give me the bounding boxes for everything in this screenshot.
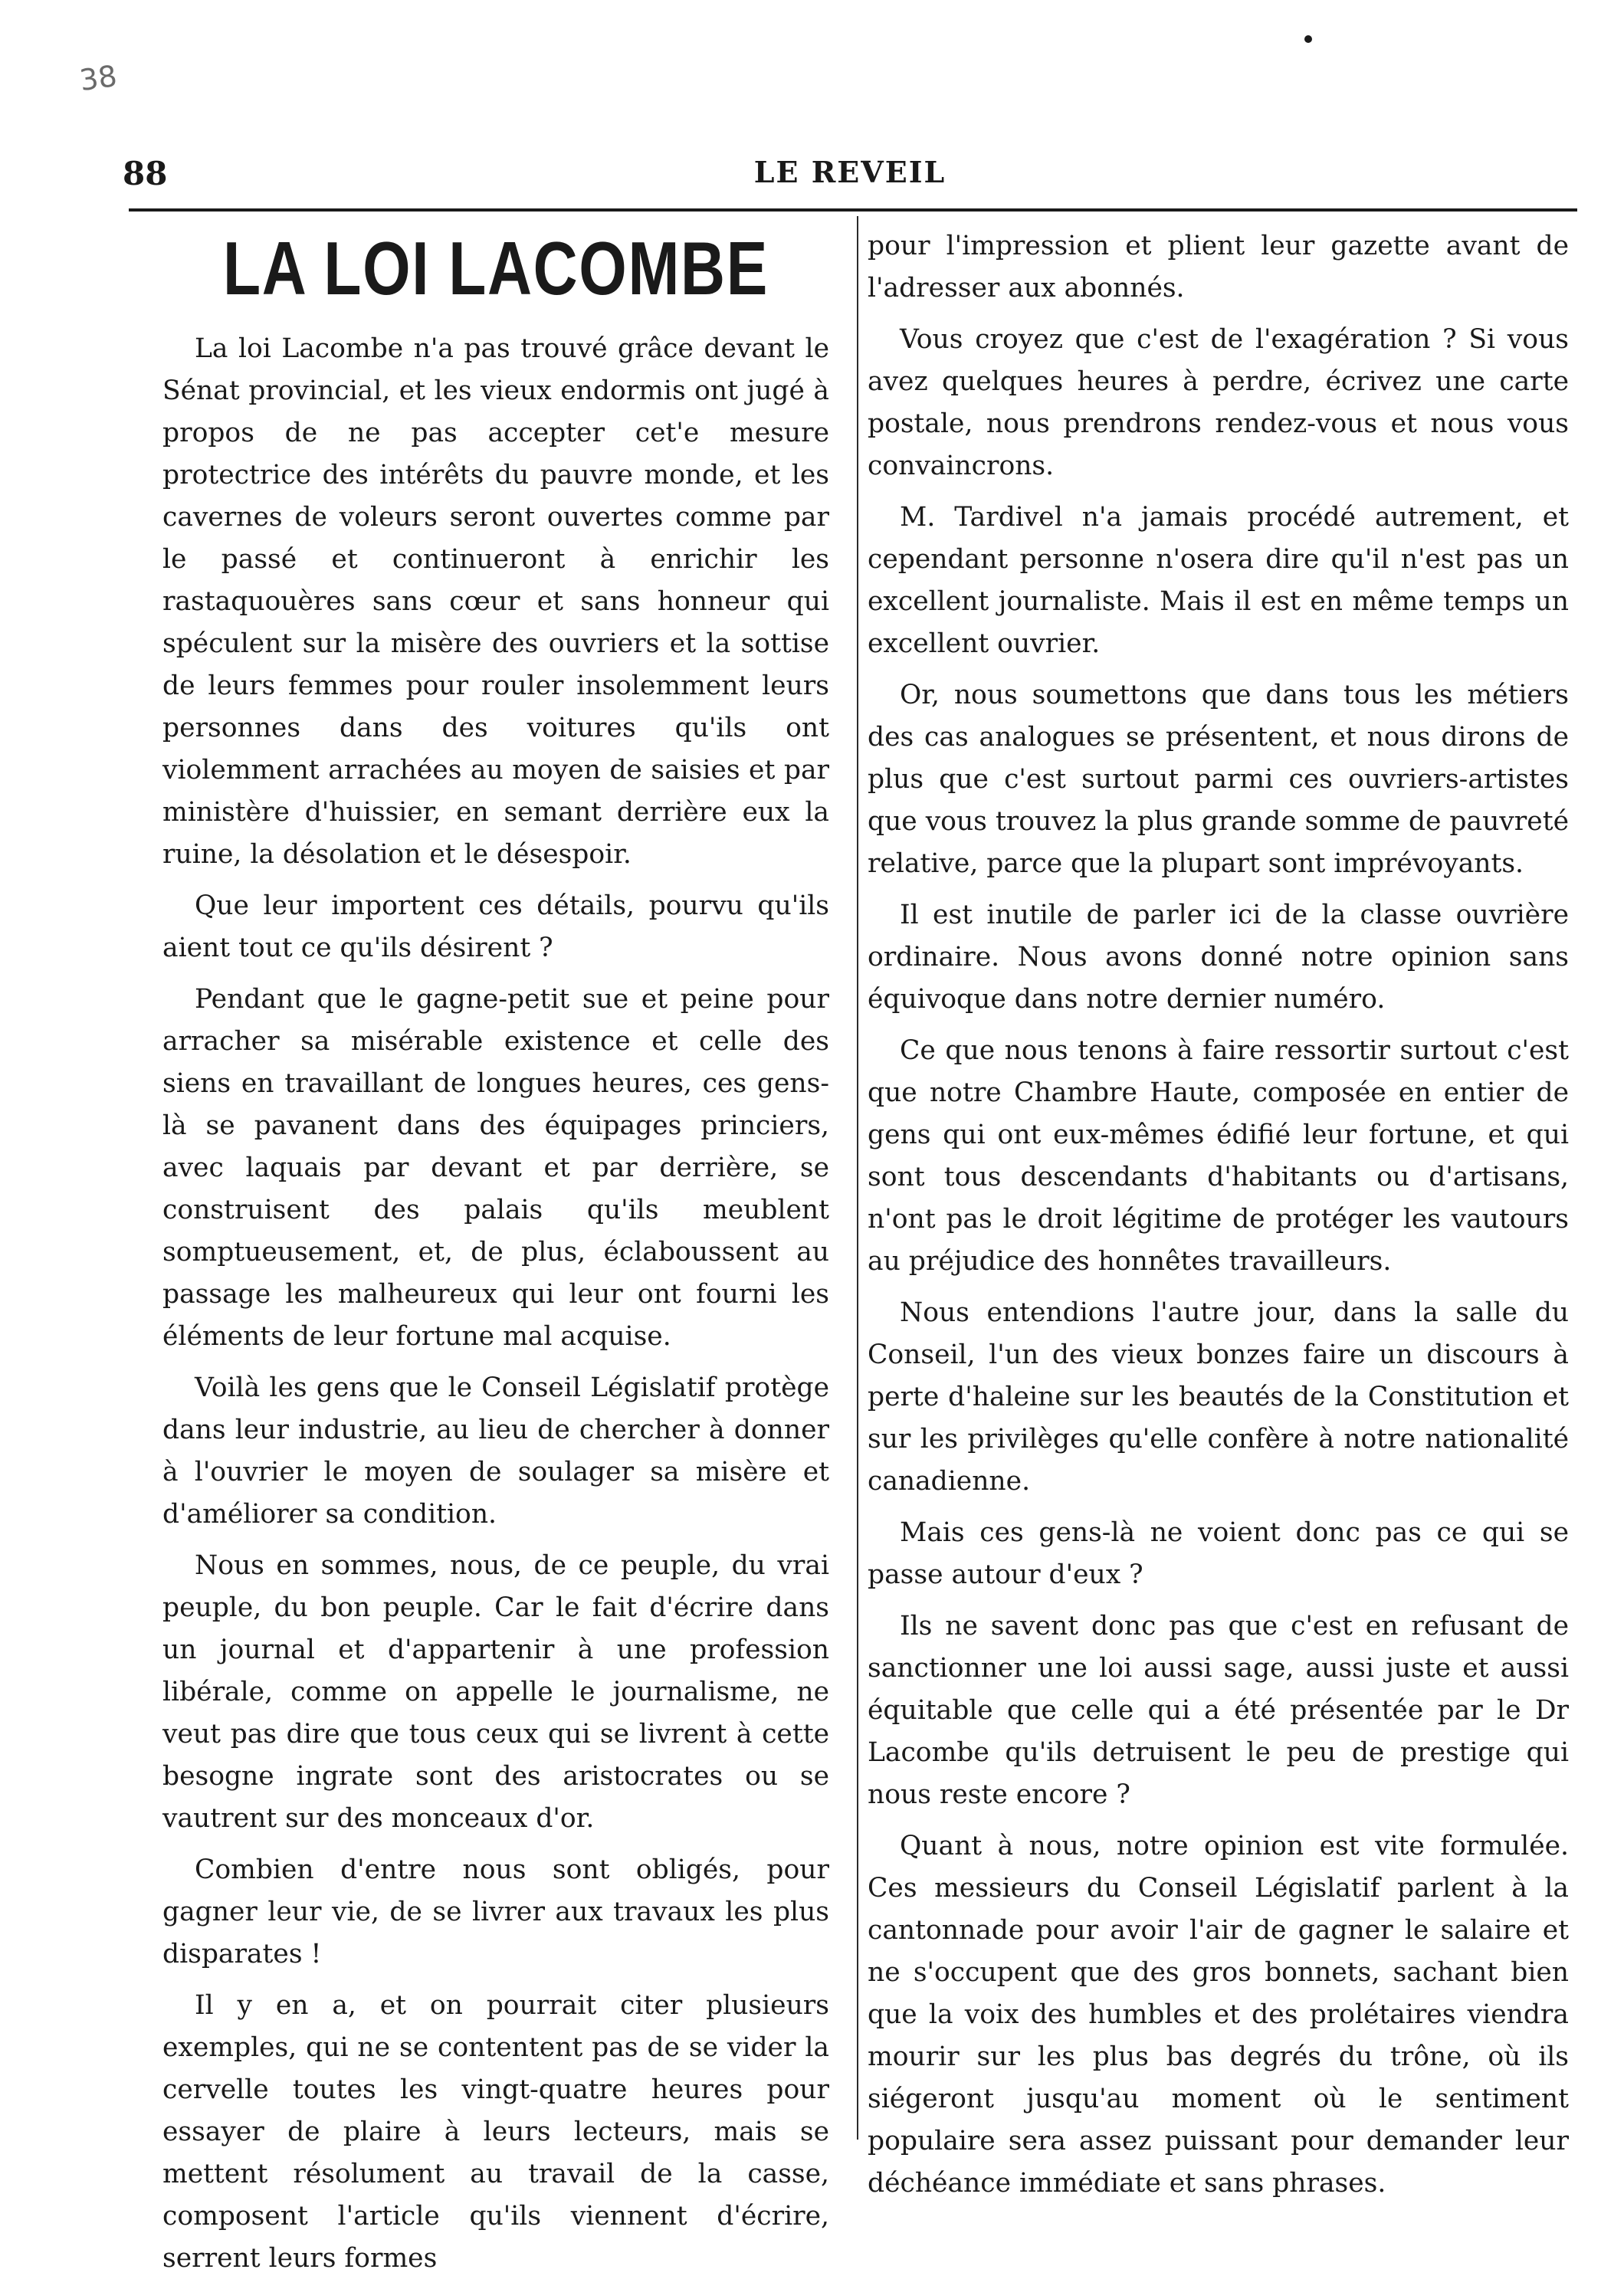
- paragraph: Combien d'entre nous sont obligés, pour gagner leur vie, de se livrer aux travaux les plus disparates !: [162, 1854, 829, 1969]
- paragraph: M. Tardivel n'a jamais procédé autrement, et cependant personne n'osera dire qu'il n'est pas un excellent journaliste. Mais il est en même temps un excellent ouvrier.: [868, 502, 1569, 659]
- left-column: [162, 219, 829, 2289]
- paragraph: Voilà les gens que le Conseil Législatif protège dans leur industrie, au lieu de chercher à donner à l'ouvrier le moyen de soulager sa misère et d'améliorer sa condition.: [162, 1372, 829, 1530]
- paragraph: Il est inutile de parler ici de la classe ouvrière ordinaire. Nous avons donné notre opinion sans équivoque dans notre dernier numéro.: [868, 900, 1569, 1015]
- paragraph-continuation: pour l'impression et plient leur gazette avant de l'adresser aux abonnés.: [868, 231, 1569, 303]
- paragraph: Ce que nous tenons à faire ressortir surtout c'est que notre Chambre Haute, composée en entier de gens qui ont eux-mêmes édifié leur fortune, et qui sont tous descendants d'habitants ou d'artisans, n'ont pas le droit légitime de protéger les vautours au préjudice des honnêtes travailleurs.: [868, 1035, 1569, 1277]
- paragraph: Il y en a, et on pourrait citer plusieurs exemples, qui ne se contentent pas de se vider la cervelle toutes les vingt-quatre heures pour essayer de plaire à leurs lecteurs, mais se mettent résolument au travail de la casse, composent l'article qu'ils viennent d'écrire, serrent leurs formes: [162, 1990, 829, 2274]
- ink-speck: [1304, 35, 1312, 43]
- paragraph: Quant à nous, notre opinion est vite formulée. Ces messieurs du Conseil Législatif parlent à la cantonnade pour avoir l'air de gagner le salaire et ne s'occupent que des gros bonnets, sachant bien que la voix des humbles et des prolétaires viendra mourir sur les plus bas degrés du trône, où ils siégeront jusqu'au moment où le sentiment populaire sera assez puissant pour demander leur déchéance immédiate et sans phrases.: [868, 1831, 1569, 2199]
- right-column: [868, 225, 1569, 2214]
- paragraph: Nous entendions l'autre jour, dans la salle du Conseil, l'un des vieux bonzes faire un discours à perte d'haleine sur les beautés de la Constitution et sur les privilèges qu'elle confère à notre nationalité canadienne.: [868, 1297, 1569, 1497]
- paragraph: Mais ces gens-là ne voient donc pas ce qui se passe autour d'eux ?: [868, 1517, 1569, 1590]
- column-divider: [857, 216, 858, 2140]
- paragraph: Vous croyez que c'est de l'exagération ? Si vous avez quelques heures à perdre, écrivez une carte postale, nous prendrons rendez-vous et nous vous convaincrons.: [868, 324, 1569, 481]
- running-title: LE REVEIL: [753, 155, 947, 189]
- margin-pencil-mark: 38: [77, 58, 120, 98]
- paragraph: Nous en sommes, nous, de ce peuple, du vrai peuple, du bon peuple. Car le fait d'écrire dans un journal et d'appartenir à une profession libérale, comme on appelle le journalisme, ne veut pas dire que tous ceux qui se livrent à cette besogne ingrate sont des aristocrates ou se vautrent sur des monceaux d'or.: [162, 1550, 829, 1834]
- paragraph: Or, nous soumettons que dans tous les métiers des cas analogues se présentent, et nous dirons de plus que c'est surtout parmi ces ouvriers-artistes que vous trouvez la plus grande somme de pauvreté relative, parce que la plupart sont imprévoyants.: [868, 680, 1569, 879]
- page-header: [123, 150, 1577, 204]
- paragraph: Que leur importent ces détails, pourvu qu'ils aient tout ce qu'ils désirent ?: [162, 890, 829, 963]
- paragraph: La loi Lacombe n'a pas trouvé grâce devant le Sénat provincial, et les vieux endormis ont jugé à propos de ne pas accepter cet'e mesure protectrice des intérêts du pauvre monde, et les cavernes de voleurs seront ouvertes comme par le passé et continueront à enrichir les rastaquouères sans cœur et sans honneur qui spéculent sur la misère des ouvriers et la sottise de leurs femmes pour rouler insolemment leurs personnes dans des voitures qu'ils ont violemment arrachées au moyen de saisies et par ministère d'huissier, en semant derrière eux la ruine, la désolation et le désespoir.: [162, 333, 829, 870]
- paragraph: Ils ne savent donc pas que c'est en refusant de sanctionner une loi aussi sage, aussi juste et aussi équitable que celle qui a été présentée par le Dr Lacombe qu'ils detruisent le peu de prestige qui nous reste encore ?: [868, 1611, 1569, 1810]
- article-headline: LA LOI LACOMBE: [223, 226, 769, 310]
- page-number: 88: [123, 155, 168, 192]
- paragraph: Pendant que le gagne-petit sue et peine pour arracher sa misérable existence et celle des siens en travaillant de longues heures, ces gens-là se pavanent dans des équipages princiers, avec laquais par devant et par derrière, se construisent des palais qu'ils meublent somptueusement, et, de plus, éclaboussent au passage les malheureux qui leur ont fourni les éléments de leur fortune mal acquise.: [162, 984, 829, 1352]
- header-rule: [129, 208, 1577, 212]
